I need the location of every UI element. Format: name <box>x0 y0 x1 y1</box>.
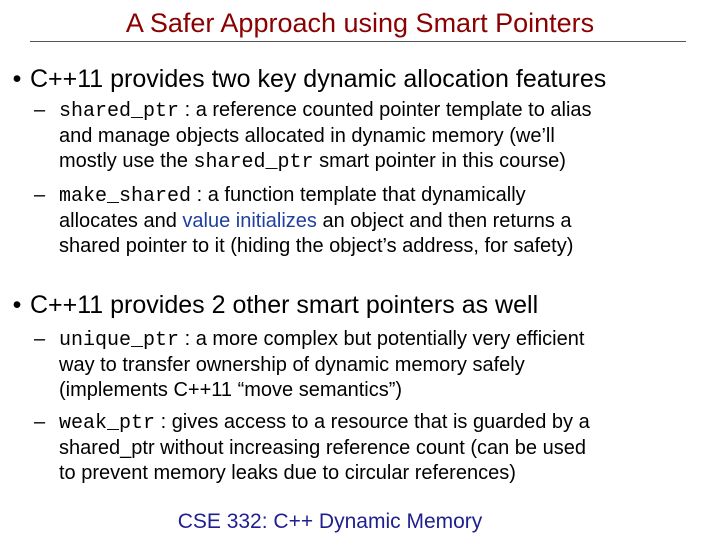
value-initializes-link[interactable]: value initializes <box>182 210 317 232</box>
slide-title: A Safer Approach using Smart Pointers <box>125 8 595 38</box>
line-3: to prevent memory leaks due to circular references) <box>59 462 516 484</box>
dash-marker: – <box>34 184 46 206</box>
bullet-1-marker: • <box>12 65 22 93</box>
line-1: a function template that dynamically <box>207 184 526 206</box>
bullet-2 <box>4 290 538 320</box>
line-1: gives access to a resource that is guarded by a <box>171 411 590 433</box>
sub-bullet-shared-ptr <box>34 98 720 175</box>
code-weak-ptr: weak_ptr <box>59 412 156 435</box>
line-2-pre: allocates and <box>59 210 183 232</box>
line-2-post: an object and then returns a <box>316 210 572 232</box>
line-1: a more complex but potentially very efficient <box>195 328 585 350</box>
sub-bullet-body <box>59 410 720 486</box>
code-shared-ptr: shared_ptr <box>59 100 180 123</box>
separator: : <box>179 99 196 121</box>
title-divider <box>30 41 686 42</box>
slide-footer: CSE 332: C++ Dynamic Memory <box>177 510 483 533</box>
bullet-1 <box>4 64 606 94</box>
sub-bullet-body <box>59 183 720 259</box>
bullet-2-text: C++11 provides 2 other smart pointers as well <box>30 291 539 319</box>
sub-bullet-body <box>59 327 720 403</box>
bullet-2-marker: • <box>12 291 22 319</box>
separator: : <box>179 328 196 350</box>
line-1: a reference counted pointer template to alias <box>195 99 592 121</box>
code-shared-ptr-inline: shared_ptr <box>193 151 314 174</box>
line-3-post: smart pointer in this course) <box>313 150 566 172</box>
line-2: way to transfer ownership of dynamic memory safely <box>59 354 525 376</box>
code-unique-ptr: unique_ptr <box>59 329 180 352</box>
dash-marker: – <box>34 411 46 433</box>
sub-bullet-unique-ptr <box>34 327 720 403</box>
sub-bullet-body <box>59 98 720 175</box>
sub-bullet-weak-ptr <box>34 410 720 486</box>
sub-bullet-make-shared <box>34 183 720 259</box>
line-3: shared pointer to it (hiding the object’s address, for safety) <box>59 235 574 257</box>
bullet-1-text: C++11 provides two key dynamic allocation features <box>30 65 607 93</box>
code-make-shared: make_shared <box>59 185 192 208</box>
dash-marker: – <box>34 99 46 121</box>
line-3-pre: mostly use the <box>59 150 194 172</box>
separator: : <box>155 411 172 433</box>
separator: : <box>191 184 208 206</box>
line-2: shared_ptr without increasing reference count (can be used <box>59 437 586 459</box>
line-2: and manage objects allocated in dynamic memory (we’ll <box>59 125 555 147</box>
line-3: (implements C++11 “move semantics”) <box>59 379 403 401</box>
dash-marker: – <box>34 328 46 350</box>
